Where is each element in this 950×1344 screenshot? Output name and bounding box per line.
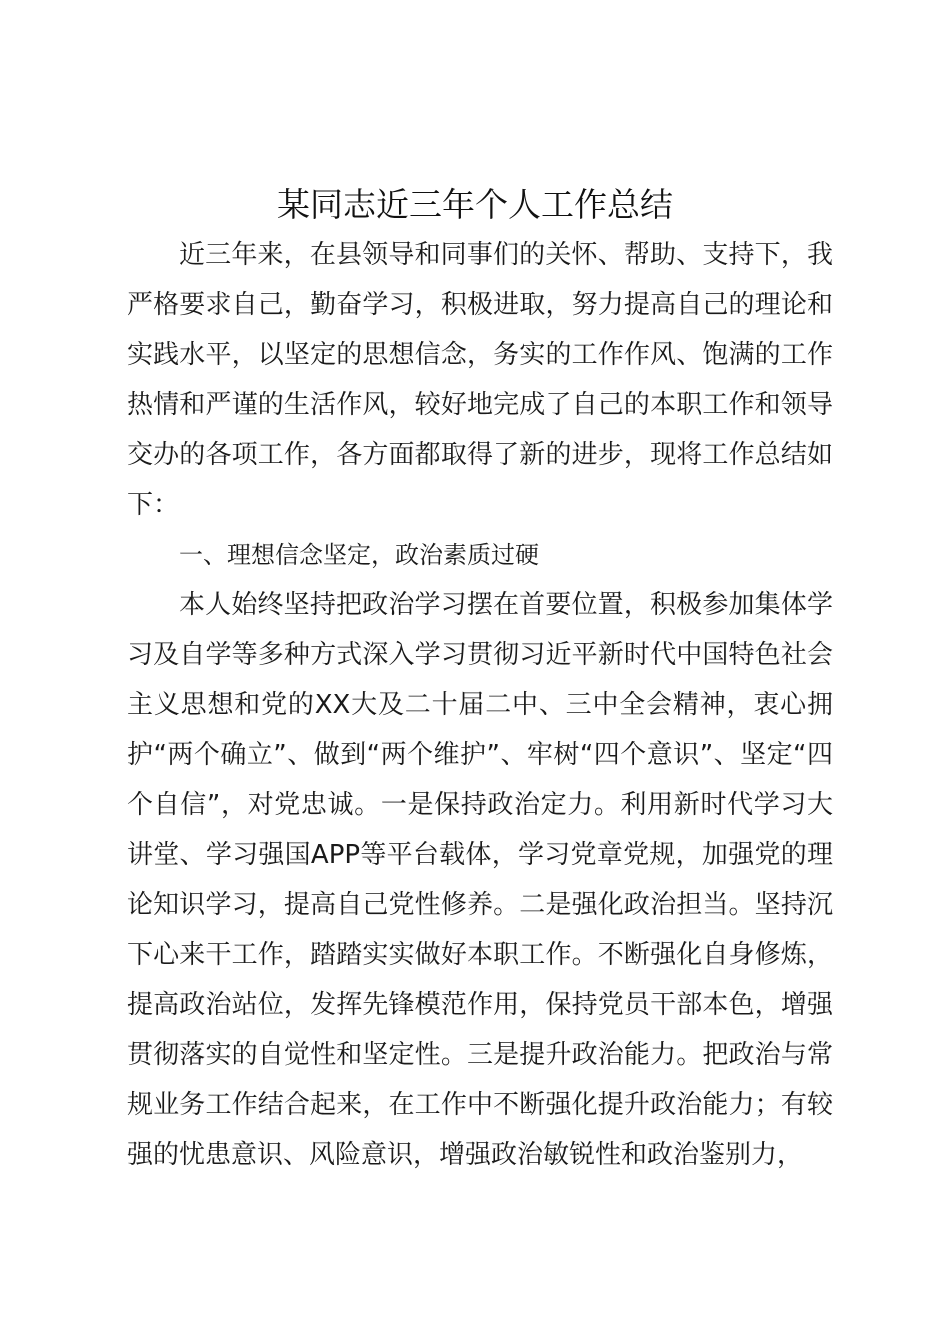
section-heading: 一、理想信念坚定，政治素质过硬 [179,541,539,569]
document-body [127,230,833,1180]
document-title: 某同志近三年个人工作总结 [277,185,673,224]
section-paragraph: 本人始终坚持把政治学习摆在首要位置，积极参加集体学习及自学等多种方式深入学习贯彻习近平新时代中国特色社会主义思想和党的XX大及二十届二中、三中全会精神，衷心拥护“两个确立”、做到“两个维护”、牢树“四个意识”、坚定“四个自信”，对党忠诚。一是保持政治定力。利用新时代学习大讲堂、学习强国APP等平台载体，学习党章党规，加强党的理论知识学习，提高自己党性修养。二是强化政治担当。坚持沉下心来干工作，踏踏实实做好本职工作。不断强化自身修炼，提高政治站位，发挥先锋模范作用，保持党员干部本色，增强贯彻落实的自觉性和坚定性。三是提升政治能力。把政治与常规业务工作结合起来，在工作中不断强化提升政治能力；有较强的忧患意识、风险意识，增强政治敏锐性和政治鉴别力， [127,590,833,1170]
intro-paragraph: 近三年来，在县领导和同事们的关怀、帮助、支持下，我严格要求自己，勤奋学习，积极进取，努力提高自己的理论和实践水平，以坚定的思想信念，务实的工作作风、饱满的工作热情和严谨的生活作风，较好地完成了自己的本职工作和领导交办的各项工作，各方面都取得了新的进步，现将工作总结如下： [127,240,833,520]
